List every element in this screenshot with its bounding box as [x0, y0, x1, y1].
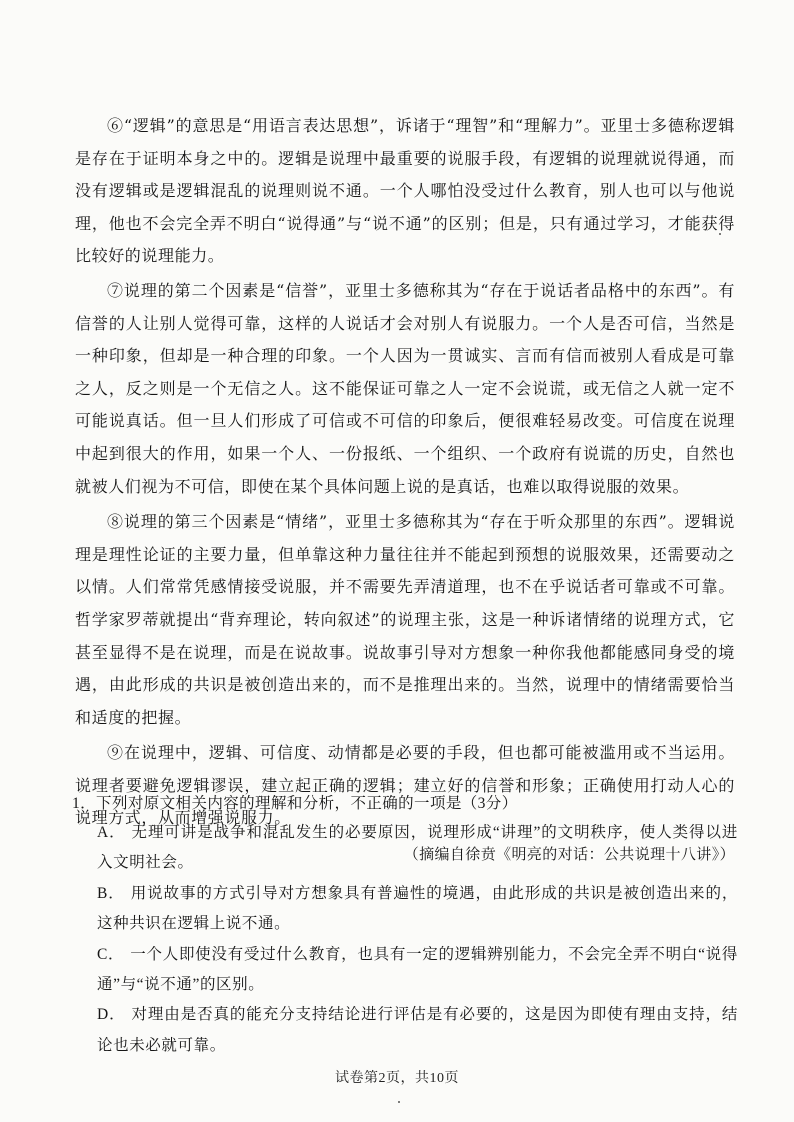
paragraph-7: ⑦说理的第二个因素是“信誉”，亚里士多德称其为“存在于说话者品格中的东西”。有信誉的人让别人觉得可靠，这样的人说话才会对别人有说服力。一个人是否可信，当然是一种印象，但却是一种合理的印象。一个人因为一贯诚实、言而有信而被别人看成是可靠之人，反之则是一个无信之人。这不能保证可靠之人一定不会说谎，或无信之人就一定不可能说真话。但一旦人们形成了可信或不可信的印象后，便很难轻易改变。可信度在说理中起到很大的作用，如果一个人、一份报纸、一个组织、一个政府有说谎的历史，自然也就被人们视为不可信，即使在某个具体问题上说的是真话，也难以取得说服的效果。: [75, 280, 735, 496]
option-a: [72, 818, 738, 879]
option-text: 一个人即使没有受过什么教育，也具有一定的逻辑辨别能力，不会完全弄不明白“说得通”与“说不通”的区别。: [97, 945, 739, 994]
paragraph-6: ⑥“逻辑”的意思是“用语言表达思想”，诉诸于“理智”和“理解力”。亚里士多德称逻辑是存在于证明本身之中的。逻辑是说理中最重要的说服手段，有逻辑的说理就说得通，而没有逻辑或是逻辑混乱的说理则说不通。一个人哪怕没受过什么教育，别人也可以与他说理，他也不会完全弄不明白“说得通”与“说不通”的区别；但是，只有通过学习，才能获得比较好的说理能力。: [75, 116, 735, 266]
reading-passage: [75, 110, 735, 867]
question-1: [72, 790, 738, 1061]
option-letter: A．: [97, 824, 126, 841]
page-footer: 试卷第2页，共10页: [335, 1071, 459, 1086]
option-letter: B．: [97, 884, 125, 902]
question-stem: 1．下列对原文相关内容的理解和分析，不正确的一项是（3分）: [72, 795, 518, 812]
option-c: [72, 940, 738, 1001]
scan-speck: [719, 233, 721, 235]
option-text: 对理由是否真的能充分支持结论进行评估是有必要的，这是因为即使有理由支持，结论也未必就可靠。: [97, 1006, 738, 1054]
option-b: [72, 879, 738, 940]
paragraph-8: ⑧说理的第三个因素是“情绪”，亚里士多德称其为“存在于听众那里的东西”。逻辑说理是理性论证的主要力量，但单靠这种力量往往并不能起到预想的说服效果，还需要动之以情。人们常常凭感情接受说服，并不需要先弄清道理，也不在乎说话者可靠或不可靠。哲学家罗蒂就提出“背弃理论，转向叙述”的说理主张，这是一种诉诸情绪的说理方式，它甚至显得不是在说理，而是在说故事。说故事引导对方想象一种你我他都能感同身受的境遇，由此形成的共识是被创造出来的，而不是推理出来的。当然，说理中的情绪需要恰当和适度的把握。: [75, 512, 735, 727]
option-letter: C．: [97, 945, 125, 963]
paragraph-9: ⑨在说理中，逻辑、可信度、动情都是必要的手段，但也都可能被滥用或不当运用。说理者要避免逻辑谬误，建立起正确的逻辑；建立好的信誉和形象；正确使用打动人心的说理方式，从而增强说服力。: [75, 743, 735, 828]
scan-speck: [398, 1101, 400, 1103]
option-text: 用说故事的方式引导对方想象具有普遍性的境遇，由此形成的共识是被创造出来的，这种共识在逻辑上说不通。: [97, 884, 738, 933]
option-letter: D．: [97, 1006, 126, 1024]
source-citation: （摘编自徐贲《明亮的对话：公共说理十八讲》）: [403, 845, 735, 864]
option-d: [72, 1000, 738, 1061]
option-text: 无理可讲是战争和混乱发生的必要原因，说理形成“讲理”的文明秩序，使人类得以进入文明社会。: [97, 824, 738, 872]
